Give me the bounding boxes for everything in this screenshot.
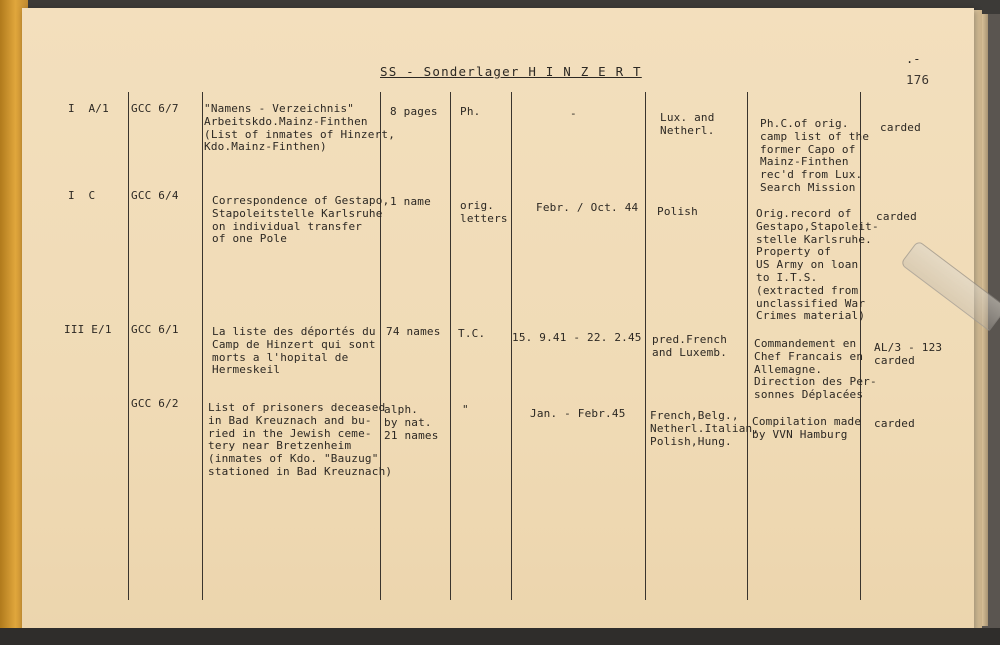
row-status: carded: [874, 417, 915, 430]
row-nationality: Lux. and Netherl.: [660, 111, 715, 137]
row-dates: Jan. - Febr.45: [530, 407, 626, 420]
row-status: carded: [880, 121, 921, 134]
row-group: I A/1: [68, 102, 109, 115]
row-status: AL/3 - 123 carded: [874, 341, 943, 367]
row-nationality: French,Belg., Netherl.Italian, Polish,Hung.: [650, 409, 760, 448]
column-rule: [747, 92, 748, 600]
row-description: La liste des déportés du Camp de Hinzert qui sont morts a l'hopital de Hermeskeil: [212, 325, 376, 377]
column-rule: [645, 92, 646, 600]
row-extent: 1 name: [390, 195, 431, 208]
column-rule: [380, 92, 381, 600]
row-nationality: pred.French and Luxemb.: [652, 333, 728, 359]
row-group: I C: [68, 189, 96, 202]
row-type: T.C.: [458, 327, 486, 340]
row-type: ": [462, 403, 469, 416]
row-remarks: Orig.record of Gestapo,Stapoleit- stelle Karlsruhe. Property of US Army on loan to I.T.S. (extracted from unclassified War Crimes material): [756, 207, 879, 323]
row-remarks: Ph.C.of orig. camp list of the former Capo of Mainz-Finthen rec'd from Lux. Search Mission: [760, 117, 870, 194]
row-nationality: Polish: [657, 205, 698, 218]
row-status: carded: [876, 210, 917, 223]
row-description: List of prisoners deceased in Bad Kreuznach and bu- ried in the Jewish ceme- tery near Bretzenheim (inmates of Kdo. "Bauzug" stationed in Bad Kreuznach): [208, 401, 393, 478]
row-reference: GCC 6/4: [131, 189, 179, 202]
row-description: "Namens - Verzeichnis" Arbeitskdo.Mainz-Finthen (List of inmates of Hinzert, Kdo.Mainz-Finthen): [204, 102, 396, 154]
document-title: SS - Sonderlager H I N Z E R T: [380, 64, 642, 79]
row-type: orig. letters: [460, 199, 508, 225]
row-extent: 74 names: [386, 325, 441, 338]
column-rule: [128, 92, 129, 600]
page-number: 176: [906, 72, 930, 87]
row-dates: 15. 9.41 - 22. 2.45: [512, 331, 642, 344]
column-rule: [450, 92, 451, 600]
desk-background-bottom: [0, 628, 1000, 645]
row-extent: alph. by nat. 21 names: [384, 403, 439, 442]
row-reference: GCC 6/2: [131, 397, 179, 410]
row-type: Ph.: [460, 105, 481, 118]
corner-mark: .-: [906, 52, 921, 66]
row-extent: 8 pages: [390, 105, 438, 118]
row-dates: Febr. / Oct. 44: [536, 201, 639, 214]
row-dates: -: [570, 107, 577, 120]
row-remarks: Commandement en Chef Francais en Allemagne. Direction des Per- sonnes Déplacées: [754, 337, 877, 402]
column-rule: [511, 92, 512, 600]
column-rule: [202, 92, 203, 600]
row-description: Correspondence of Gestapo, Stapoleitstelle Karlsruhe on individual transfer of one Pole: [212, 194, 390, 246]
row-remarks: Compilation made by VVN Hamburg: [752, 415, 862, 441]
row-group: III E/1: [64, 323, 112, 336]
row-reference: GCC 6/1: [131, 323, 179, 336]
row-reference: GCC 6/7: [131, 102, 179, 115]
